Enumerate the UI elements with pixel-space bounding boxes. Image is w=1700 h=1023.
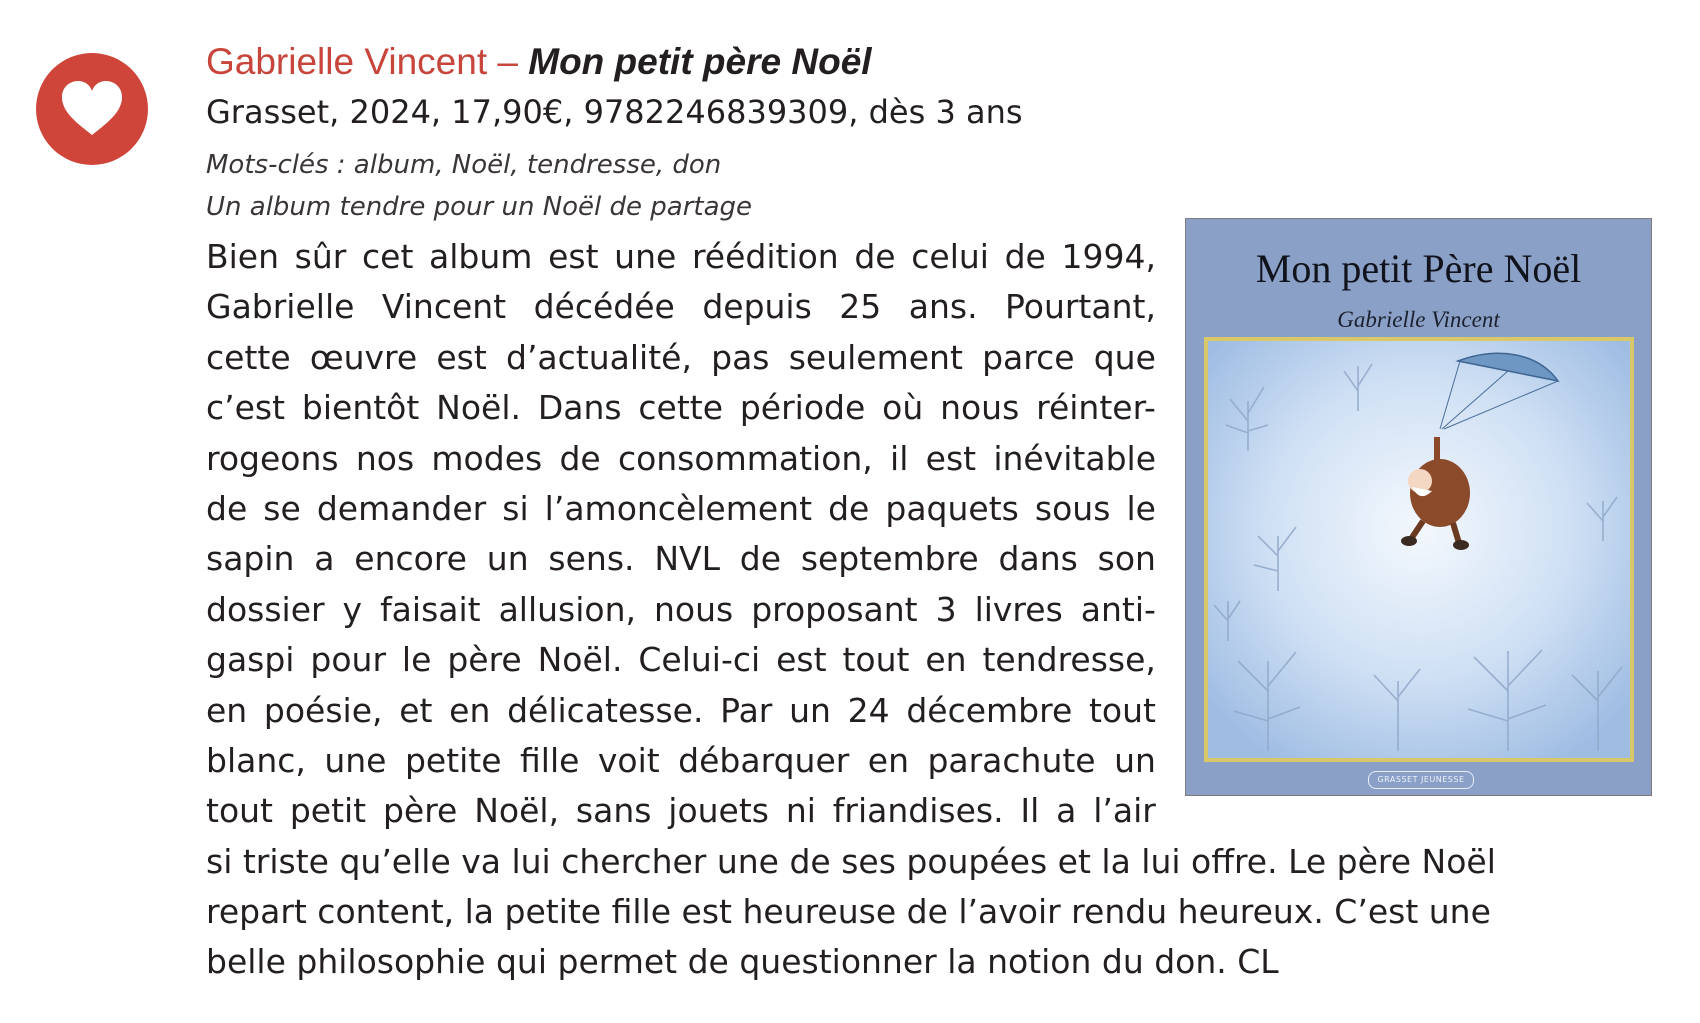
tagline: Un album tendre pour un Noël de partage xyxy=(206,192,753,222)
cover-title: Mon petit Père Noël xyxy=(1255,246,1582,291)
review-line: tout petit père Noël, sans jouets ni friandises. Il a l’air xyxy=(206,791,1156,831)
review-line: si triste qu’elle va lui chercher une de ses poupées et la lui offre. Le père Noël xyxy=(206,841,1496,881)
book-cover xyxy=(1185,218,1652,796)
review-line: repart content, la petite fille est heureuse de l’avoir rendu heureux. C’est une xyxy=(206,892,1491,932)
review-heading xyxy=(206,38,872,86)
cover-author: Gabrielle Vincent xyxy=(1337,307,1500,332)
review-line: Bien sûr cet album est une réédition de celui de 1994, xyxy=(206,237,1156,276)
favorite-badge xyxy=(36,53,148,165)
review-line: gaspi pour le père Noël. Celui-ci est tout en tendresse, xyxy=(206,640,1156,680)
review-line: rogeons nos modes de consommation, il est inévitable xyxy=(206,438,1156,478)
review-line: belle philosophie qui permet de questionner la notion du don. CL xyxy=(206,942,1279,982)
heading-separator: – xyxy=(497,41,518,82)
book-title: Mon petit père Noël xyxy=(528,41,872,82)
review-line: en poésie, et en délicatesse. Par un 24 décembre tout xyxy=(206,690,1156,730)
author-name: Gabrielle Vincent xyxy=(206,41,488,82)
review-line: Gabrielle Vincent décédée depuis 25 ans. Pourtant, xyxy=(206,287,1156,327)
cover-illustration xyxy=(1204,337,1634,762)
review-line: blanc, une petite fille voit débarquer en parachute un xyxy=(206,740,1156,780)
review-line: de se demander si l’amoncèlement de paquets sous le xyxy=(206,488,1156,528)
review-wide-block xyxy=(206,837,1586,988)
review-line: cette œuvre est d’actualité, pas seulement parce que xyxy=(206,337,1156,377)
heart-icon xyxy=(60,79,124,139)
publication-info: Grasset, 2024, 17,90€, 9782246839309, dès 3 ans xyxy=(206,93,1023,131)
review-line: dossier y faisait allusion, nous proposant 3 livres anti- xyxy=(206,589,1156,629)
review-line: c’est bientôt Noël. Dans cette période où nous réinter- xyxy=(206,388,1156,428)
keywords: Mots-clés : album, Noël, tendresse, don xyxy=(206,150,722,180)
review-line: sapin a encore un sens. NVL de septembre dans son xyxy=(206,539,1156,579)
cover-publisher-logo: GRASSET JEUNESSE xyxy=(1368,771,1474,789)
cover-illustration-art xyxy=(1208,341,1630,758)
